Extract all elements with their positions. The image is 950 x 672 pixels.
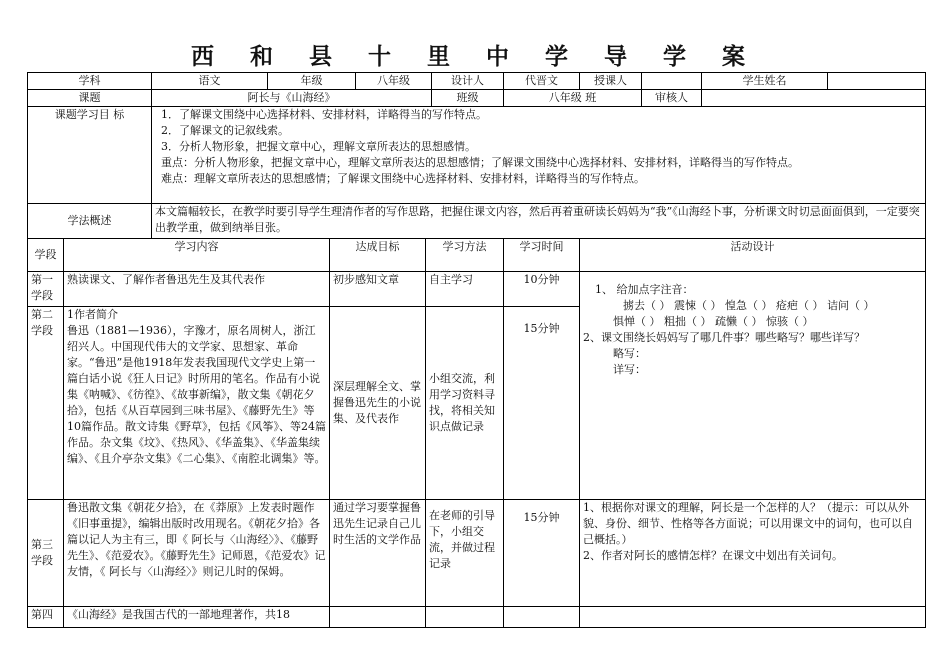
reviewer-label: 审核人 [642,90,702,107]
goals-label: 课题学习目 标 [28,107,152,204]
stage-3-method: 在老师的引导下，小组交流，并做过程记录 [426,500,504,607]
designer-value: 代晋文 [504,73,580,90]
page-title: 西 和 县 十 里 中 学 导 学 案 [190,44,760,70]
stage-1-method: 自主学习 [426,272,504,307]
design-item-1a: 掳去（ ） 震悚（ ） 惶急（ ） 疮疤（ ） 诘问（ ） [623,299,875,312]
stage-2-bio: 鲁迅（1881—1936），字豫才，原名周树人，浙江绍兴人。中国现代伟大的文学家、思想家、革命家。“鲁迅”是他1918年发表我国现代文学史上第一篇白话小说《狂人日记》时所用的笔名。作品有小说集《呐喊》、《彷徨》、《故事新编》，散文集《朝花夕拾》，包括《从百草园到三味书屋》、《藤野先生》等10篇作品。散文诗集《野草》，包括《风筝》、等24篇作品。杂文集《坟》、《热风》、《华盖集》、《华盖集续编》、《且介亭杂文集》《二心集》、《南腔北调集》等。 [67,324,326,465]
header-row-2 [28,90,926,107]
overview-text: 本文篇幅较长，在教学时要引导学生理清作者的写作思路，把握住课文内容，然后再着重研读长妈妈为“我”《山海经卜事，分析课文时切忌面面俱到，一定要突出教学重，做到纳举目张。 [152,204,926,239]
stage-3-target: 通过学习要掌握鲁迅先生记录自己儿时生活的文学作品 [330,500,426,607]
stage-4-time [504,607,580,628]
stage-1-content: 熟读课文、了解作者鲁迅先生及其代表作 [64,272,330,307]
stage-2-method: 小组交流，利用学习资料寻找，将相关知识点做记录 [426,307,504,500]
col-method: 学习方法 [426,239,504,272]
teacher-label: 授课人 [580,73,642,90]
design-question-2: 2、作者对阿长的感情怎样？在课文中划出有关词句。 [583,549,843,562]
stage-2-label: 第二学段 [28,307,64,500]
goal-line-2: 2．了解课文的记叙线索。 [161,124,289,137]
stage-1-target: 初步感知文章 [330,272,426,307]
class-label: 班级 [432,90,504,107]
stage-3-time: 15分钟 [504,500,580,607]
goals-row [28,107,926,204]
reviewer-value [702,90,926,107]
stage-3-row [28,500,926,607]
topic-value: 阿长与《山海经》 [152,90,432,107]
col-content: 学习内容 [64,239,330,272]
goal-difficulties: 难点：理解文章所表达的思想感情；了解课文围绕中心选择材料、安排材料，详略得当的写作特点。 [161,172,645,185]
design-brief: 略写： [613,347,646,360]
grade-value: 八年级 [356,73,432,90]
stage-1-design [580,272,926,500]
design-item-1: 1、 给加点字注音： [595,283,694,296]
design-question-1: 1、根据你对课文的理解，阿长是一个怎样的人？（提示：可以从外貌、身份、细节、性格等各方面说；可以用课文中的词句，也可以自己概括。） [583,501,913,546]
grade-label: 年级 [268,73,356,90]
stage-3-label: 第三学段 [28,500,64,607]
column-header-row [28,239,926,272]
stage-1-label: 第一学段 [28,272,64,307]
design-item-2: 2、课文围绕长妈妈写了哪几件事？哪些略写？哪些详写？ [583,331,865,344]
subject-label: 学科 [28,73,152,90]
stage-4-content: 《山海经》是我国古代的一部地理著作，共18 [64,607,330,628]
stage-1-row [28,272,926,307]
col-stage: 学段 [28,239,64,272]
student-value [828,73,926,90]
stage-1-time: 10分钟 [504,272,580,307]
design-item-1b: 惧惮（ ） 粗拙（ ） 疏懒（ ） 惊骇（ ） [613,315,814,328]
goal-key-points: 重点：分析人物形象，把握文章中心，理解文章所表达的思想感情；了解课文围绕中心选择材料、安排材料，详略得当的写作特点。 [161,156,799,169]
goals-content [152,107,926,204]
topic-label: 课题 [28,90,152,107]
col-time: 学习时间 [504,239,580,272]
col-target: 达成目标 [330,239,426,272]
goal-line-3: 3．分析人物形象，把握文章中心，理解文章所表达的思想感情。 [161,140,476,153]
subject-value: 语文 [152,73,268,90]
stage-3-content: 鲁迅散文集《朝花夕拾》，在《莽原》上发表时题作《旧事重提》，编辑出版时改用现名。《朝花夕拾》各篇以记人为主有三，即《 阿长与〈山海经〉》、《藤野先生》、《范爱农》。《藤野先生》记师恩，《范爱农》记友情，《 阿长与〈山海经〉》则记儿时的保姆。 [64,500,330,607]
stage-4-target [330,607,426,628]
overview-row [28,204,926,239]
designer-label: 设计人 [432,73,504,90]
stage-2-subtitle: 1作者简介 [67,308,118,321]
stage-2-time: 15分钟 [504,307,580,500]
col-design: 活动设计 [580,239,926,272]
teacher-value [642,73,702,90]
stage-4-label: 第四 [28,607,64,628]
class-value: 八年级 班 [504,90,642,107]
design-detailed: 详写： [613,363,646,376]
study-guide-table [27,72,926,628]
stage-3-design [580,500,926,607]
stage-2-target: 深层理解全文、掌握鲁迅先生的小说集、及代表作 [330,307,426,500]
overview-label: 学法概述 [28,204,152,239]
stage-4-row [28,607,926,628]
stage-4-method [426,607,504,628]
goal-line-1: 1．了解课文围绕中心选择材料、安排材料，详略得当的写作特点。 [161,108,487,121]
stage-2-content [64,307,330,500]
header-row-1 [28,73,926,90]
student-label: 学生姓名 [702,73,828,90]
stage-4-design [580,607,926,628]
